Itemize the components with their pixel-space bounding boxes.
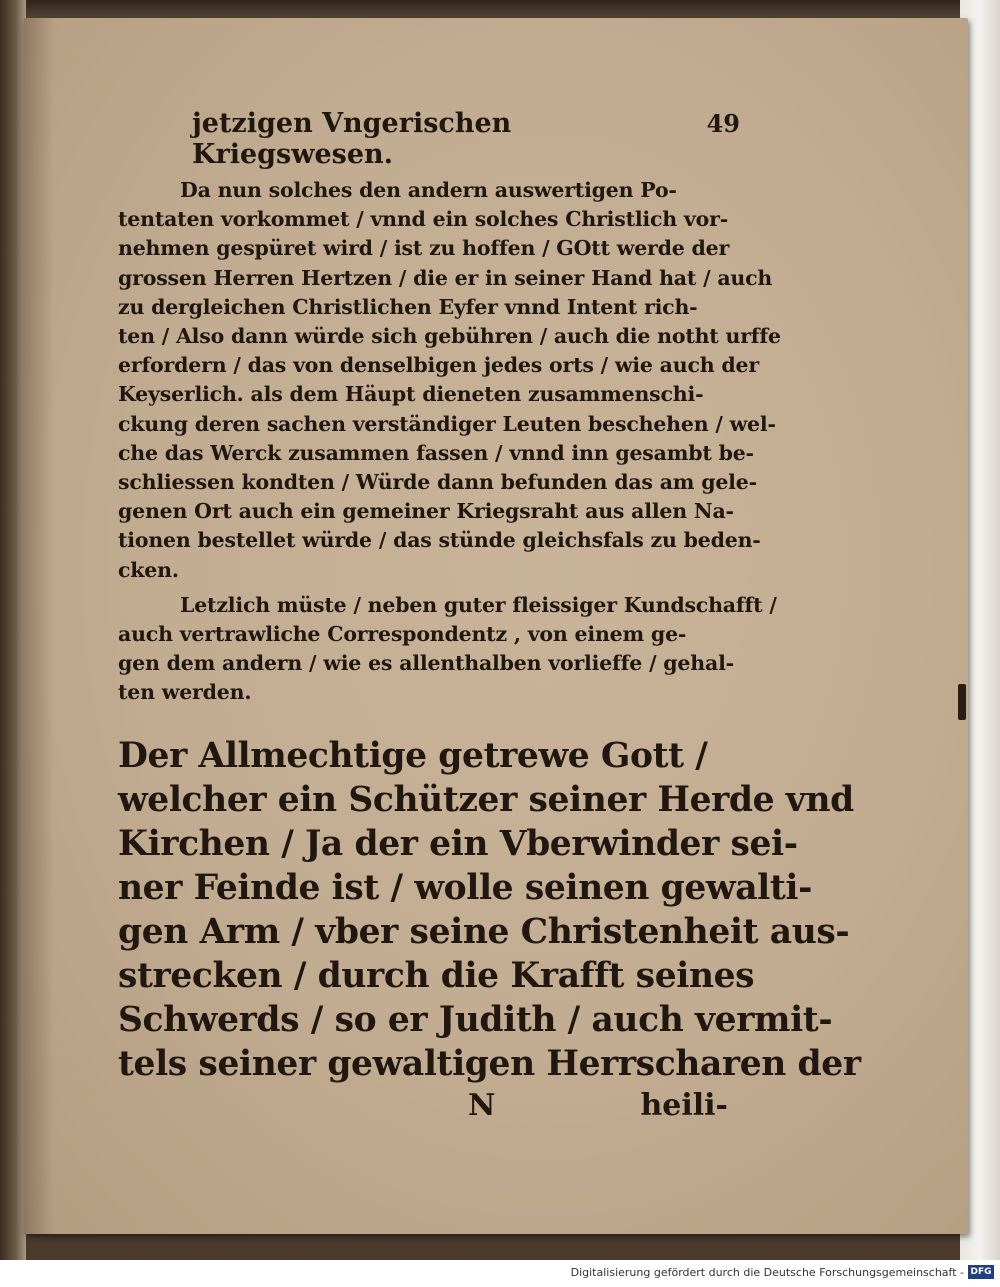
closing-prayer [118, 734, 861, 1086]
signature-mark: N [468, 1087, 496, 1123]
text-line: erfordern / das von denselbigen jedes orts / wie auch der [118, 353, 759, 378]
margin-mark [958, 684, 966, 720]
text-line: Letzlich müste / neben guter fleissiger Kundschafft / [180, 592, 777, 617]
prayer-line: welcher ein Schützer seiner Herde vnd [118, 779, 854, 820]
text-line: cken. [118, 557, 179, 582]
prayer-line: ner Feinde ist / wolle seinen gewalti- [118, 867, 813, 908]
paragraph-2 [118, 591, 777, 708]
page-footer [118, 1088, 728, 1123]
paragraph-1 [118, 176, 781, 585]
text-line: zu dergleichen Christlichen Eyfer vnnd Intent rich- [118, 294, 698, 319]
text-line: che das Werck zusammen fassen / vnnd inn gesambt be- [118, 440, 754, 465]
prayer-line: gen Arm / vber seine Christenheit aus- [118, 911, 850, 952]
prayer-line: Schwerds / so er Judith / auch vermit- [118, 999, 833, 1040]
text-line: ten werden. [118, 680, 252, 705]
text-line: ckung deren sachen verständiger Leuten beschehen / wel- [118, 411, 776, 436]
text-line: genen Ort auch ein gemeiner Kriegsraht aus allen Na- [118, 499, 734, 524]
text-line: schliessen kondten / Würde dann befunden das am gele- [118, 470, 757, 495]
running-title: jetzigen Vngerischen Kriegswesen. [192, 108, 512, 170]
catchword: heili- [640, 1087, 728, 1123]
prayer-line: Kirchen / Ja der ein Vberwinder sei- [118, 823, 798, 864]
text-line: Da nun solches den andern auswertigen Po- [180, 178, 677, 202]
book-spine-edge [0, 0, 26, 1260]
prayer-line: tels seiner gewaltigen Herrscharen der [118, 1043, 861, 1084]
text-line: tentaten vorkommet / vnnd ein solches Christlich vor- [118, 207, 729, 232]
text-line: ten / Also dann würde sich gebühren / auch die notht urffe [118, 324, 781, 349]
text-line: auch vertrawliche Correspondentz , von einem ge- [118, 622, 687, 647]
text-line: tionen bestellet würde / das stünde gleichsfals zu beden- [118, 528, 761, 553]
running-header [118, 108, 740, 170]
text-line: gen dem andern / wie es allenthalben vorlieffe / gehal- [118, 651, 734, 676]
page-text [118, 108, 861, 1123]
page-number: 49 [706, 109, 740, 138]
text-line: nehmen gespüret wird / ist zu hoffen / GOtt werde der [118, 236, 730, 261]
gutter-shadow [24, 18, 54, 1234]
dfg-logo: DFG [968, 1265, 994, 1279]
text-line: Keyserlich. als dem Häupt dieneten zusammenschi- [118, 382, 704, 407]
credit-text: Digitalisierung gefördert durch die Deutsche Forschungsgemeinschaft - [570, 1266, 964, 1279]
text-line: grossen Herren Hertzen / die er in seiner Hand hat / auch [118, 265, 773, 290]
prayer-line: strecken / durch die Krafft seines [118, 955, 755, 996]
prayer-line: Der Allmechtige getrewe Gott / [118, 735, 708, 776]
